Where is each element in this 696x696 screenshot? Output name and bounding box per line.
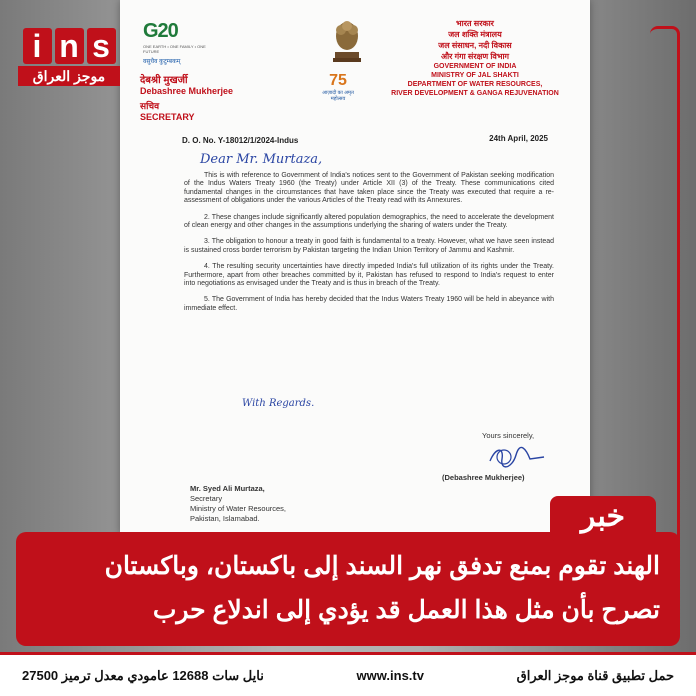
national-emblem-icon — [329, 14, 365, 64]
news-tag: خبر — [550, 496, 656, 542]
signer-name: (Debashree Mukherjee) — [442, 473, 525, 482]
sender-hindi-name: देबश्री मुखर्जी — [140, 75, 188, 86]
azadi-logo: 75 आज़ादी का अमृत महोत्सव — [322, 72, 354, 102]
logo-subtitle: موجز العراق — [18, 66, 120, 86]
sender-hindi-title: सचिव — [140, 101, 160, 111]
g20-logo: G20 ONE EARTH • ONE FAMILY • ONE FUTURE वसुधैव कुटुम्बकम् — [143, 20, 213, 65]
ins-logo: i n s موجز العراق — [18, 28, 120, 86]
footer-website[interactable]: www.ins.tv — [356, 668, 424, 683]
sender-title: SECRETARY — [140, 112, 195, 122]
paragraph: 3. The obligation to honour a treaty in good faith is fundamental to a treaty. However, what we have seen instead is sustained cross border terrorism by Pakistan targeting the Indian Union Territory of Jammu and Kashmir. — [184, 238, 554, 254]
g20-tagline: ONE EARTH • ONE FAMILY • ONE FUTURE — [143, 44, 206, 54]
salutation: Dear Mr. Murtaza, — [200, 152, 323, 167]
letter-body — [184, 172, 554, 321]
letter-date: 24th April, 2025 — [489, 134, 548, 143]
signature-icon — [482, 443, 552, 471]
letter-document — [120, 0, 590, 535]
headline-banner — [16, 532, 680, 646]
government-header: भारत सरकार जल शक्ति मंत्रालय जल संसाधन, नदी विकास और गंगा संरक्षण विभाग GOVERNMENT OF INDIA MINISTRY OF JAL SHAKTI DEPARTMENT OF WATER RESOURCES, RIVER DEVELOPMENT & GANGA REJUVENATION — [391, 19, 559, 97]
paragraph: 5. The Government of India has hereby decided that the Indus Waters Treaty 1960 will be held in abeyance with immediate effect. — [184, 296, 554, 312]
headline-line-2: تصرح بأن مثل هذا العمل قد يؤدي إلى اندلاع حرب — [152, 596, 660, 624]
sender-name: Debashree Mukherjee — [140, 86, 234, 96]
yours-sincerely: Yours sincerely, — [482, 431, 535, 440]
paragraph: 4. The resulting security uncertainties have directly impeded India's full utilization of its rights under the Treaty. Furthermore, apart from other breaches committed by it, Pakistan has refused to respond to India's request to enter into negotiations as envisaged under the Treaty and is thus in breach of the Treaty. — [184, 263, 554, 288]
headline-line-1: الهند تقوم بمنع تدفق نهر السند إلى باكستان، وباكستان — [104, 552, 660, 580]
footer-satellite: نايل سات 12688 عامودي معدل ترميز 27500 — [22, 667, 264, 683]
g20-hindi: वसुधैव कुटुम्बकम् — [143, 59, 181, 65]
footer-bar — [0, 652, 696, 696]
addressee: Mr. Syed Ali Murtaza, Secretary Ministry of Water Resources, Pakistan, Islamabad. — [190, 484, 286, 523]
paragraph: This is with reference to Government of India's notices sent to the Government of Pakistan seeking modification of the Indus Waters Treaty 1960 (the Treaty) under Article XII (3) of the Treaty. These communications cited fundamental changes in the circumstances that have taken place since the Treaty was executed that require a re-assessment of obligations under the various Articles of the Treaty read with its Annexures. — [184, 172, 554, 205]
footer-app: حمل تطبيق قناة موجز العراق — [516, 667, 674, 683]
closing: With Regards. — [242, 398, 315, 409]
reference-number: D. O. No. Y-18012/1/2024-Indus — [182, 136, 299, 145]
paragraph: 2. These changes include significantly altered population demographics, the need to accelerate the development of clean energy and other changes in the assumptions underlying the sharing of waters under the Treaty. — [184, 213, 554, 230]
